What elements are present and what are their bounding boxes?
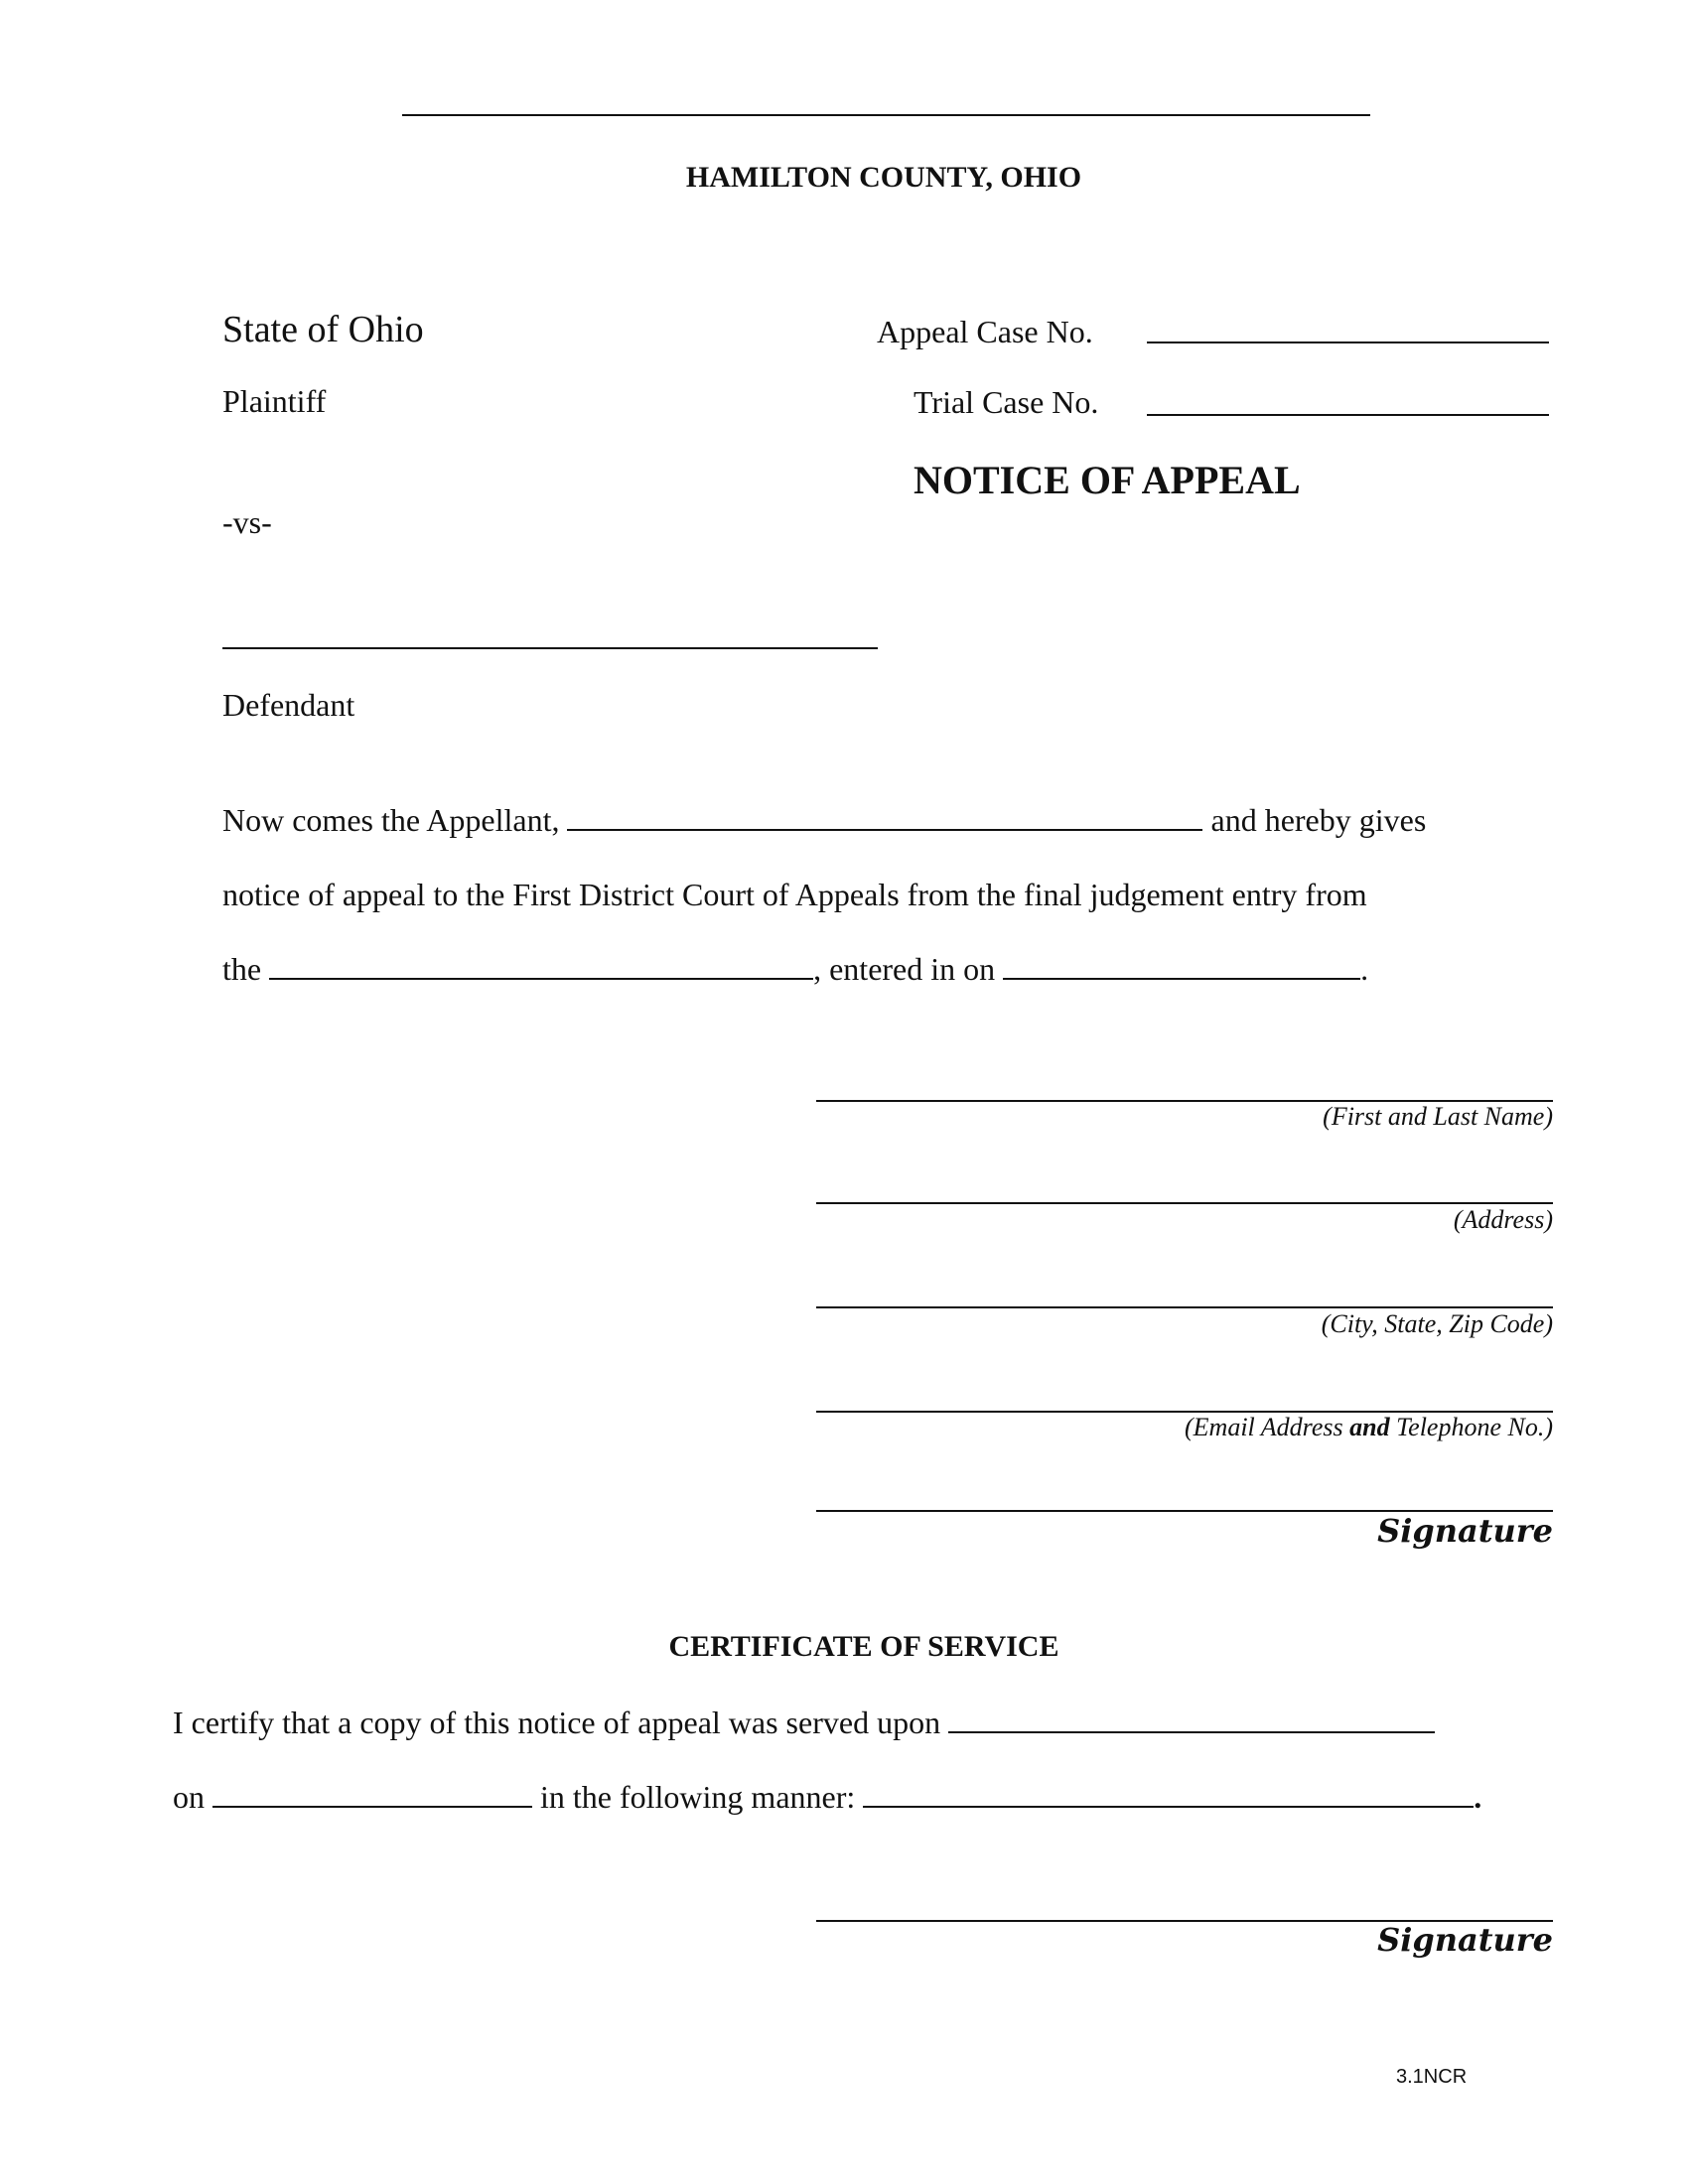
certificate-title: CERTIFICATE OF SERVICE — [668, 1630, 1059, 1663]
plaintiff-label: Plaintiff — [222, 383, 327, 419]
form-code: 3.1NCR — [1396, 2066, 1468, 2088]
trial-case-label: Trial Case No. — [914, 384, 1099, 420]
manner-text: in the following manner: — [540, 1779, 856, 1815]
defendant-name-line[interactable] — [222, 647, 878, 649]
versus-label: -vs- — [222, 504, 272, 540]
served-upon-field[interactable] — [948, 1706, 1435, 1733]
judgement-entry-field[interactable] — [269, 952, 813, 980]
entry-date-field[interactable] — [1003, 952, 1360, 980]
and-label-part: and — [1349, 1413, 1390, 1441]
service-manner-field[interactable] — [863, 1780, 1474, 1808]
body-line-1 — [222, 802, 1426, 839]
certificate-line-1 — [173, 1705, 1435, 1741]
email-phone-label — [816, 1413, 1553, 1442]
on-text: on — [173, 1779, 205, 1815]
the-text: the — [222, 951, 262, 987]
court-name-line[interactable] — [402, 114, 1370, 116]
county-heading: HAMILTON COUNTY, OHIO — [685, 161, 1082, 194]
address-field-label: (Address) — [1453, 1205, 1553, 1234]
appellant-name-field[interactable] — [567, 803, 1202, 831]
plaintiff-name: State of Ohio — [222, 309, 424, 350]
trial-case-field[interactable] — [1147, 414, 1549, 416]
certificate-signature-label: Signature — [1377, 1921, 1553, 1959]
certificate-line-2 — [173, 1779, 1481, 1816]
document-title: NOTICE OF APPEAL — [914, 458, 1301, 502]
appeal-case-field[interactable] — [1147, 341, 1549, 343]
appellant-signature-label: Signature — [1377, 1512, 1553, 1550]
certify-text: I certify that a copy of this notice of appeal was served upon — [173, 1705, 941, 1740]
certificate-period: . — [1474, 1779, 1482, 1815]
defendant-label: Defendant — [222, 687, 355, 723]
phone-label-part: Telephone No.) — [1396, 1413, 1553, 1441]
gives-notice-text: and hereby gives — [1210, 802, 1427, 838]
appeal-case-label: Appeal Case No. — [877, 314, 1093, 349]
email-label-part: (Email Address — [1185, 1413, 1343, 1441]
entered-on-text: , entered in on — [813, 951, 996, 987]
appeal-notice-text: notice of appeal to the First District Court of Appeals from the final judgement entry from — [222, 877, 1367, 912]
name-field-label: (First and Last Name) — [1323, 1102, 1553, 1131]
address-field[interactable] — [816, 1202, 1553, 1204]
service-date-field[interactable] — [212, 1780, 532, 1808]
period-text: . — [1360, 951, 1369, 987]
body-line-2 — [222, 877, 1367, 913]
appellant-intro: Now comes the Appellant, — [222, 802, 560, 838]
city-state-zip-field[interactable] — [816, 1306, 1553, 1308]
body-line-3 — [222, 951, 1368, 988]
city-state-zip-label: (City, State, Zip Code) — [1321, 1309, 1553, 1338]
